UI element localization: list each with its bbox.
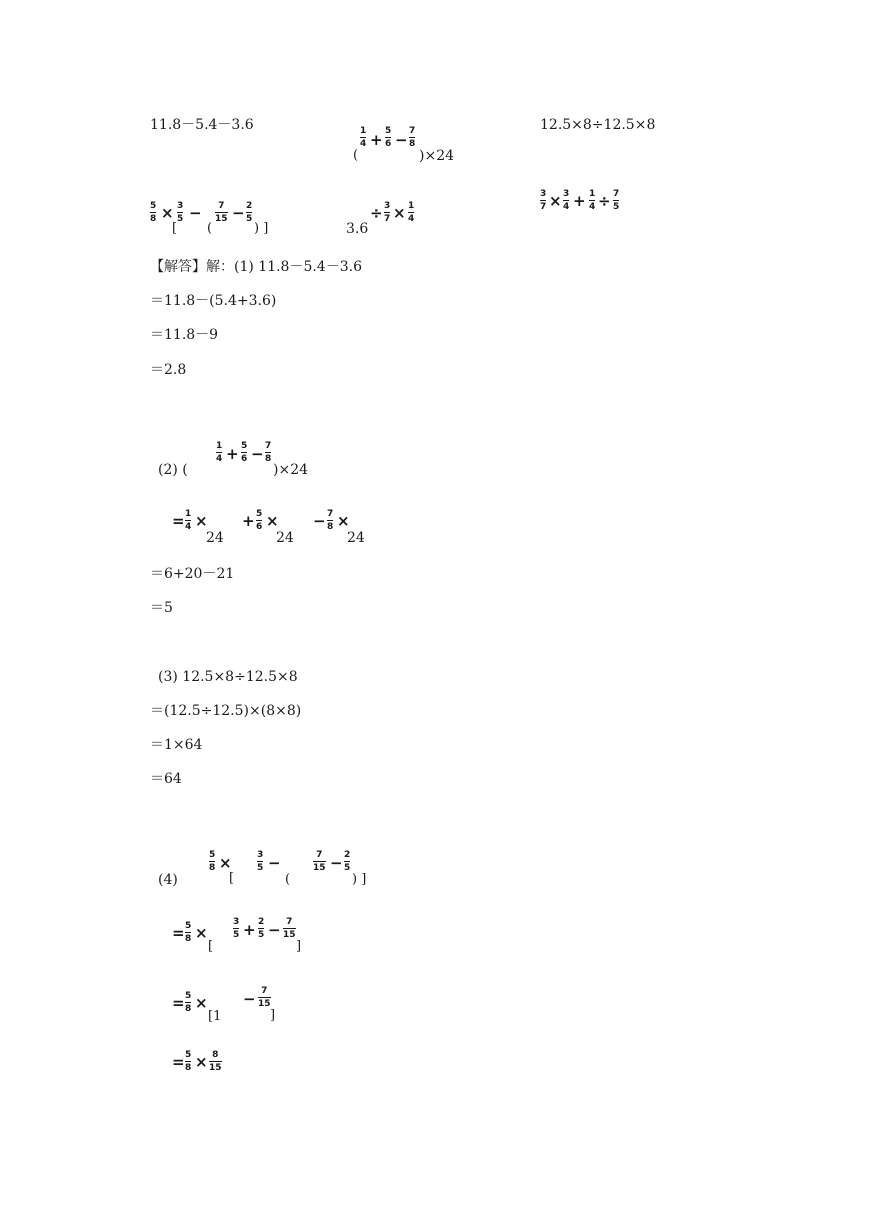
solution-header: 【解答】解：(1) 11.8－5.4－3.6	[150, 259, 362, 275]
fraction-7-15: 7 15	[258, 986, 271, 1009]
equals-sign: =	[172, 994, 185, 1012]
times-sign: ×	[219, 854, 232, 872]
fraction-7-15: 7 15	[215, 201, 228, 224]
fraction-7-15: 7 15	[313, 850, 326, 873]
fraction-3-5: 3 5	[257, 850, 264, 873]
number-24: 24	[206, 530, 224, 546]
fraction-7-5: 7 5	[613, 189, 620, 212]
times-sign: ×	[195, 924, 208, 942]
fraction-5-8: 5 8	[150, 201, 157, 224]
fraction-5-6: 5 6	[256, 509, 263, 532]
fraction-5-8: 5 8	[185, 1050, 192, 1073]
close-paren-bracket: ) ]	[254, 221, 269, 236]
fraction-7-15: 7 15	[283, 917, 296, 940]
times-sign: ×	[195, 1053, 208, 1071]
equals-sign: =	[172, 512, 185, 530]
solution-3-step-2: ＝1×64	[150, 737, 203, 753]
minus-sign: −	[189, 204, 202, 222]
fraction-5-8: 5 8	[185, 991, 192, 1014]
solution-2-label: (2) (	[158, 462, 188, 478]
equals-sign: =	[172, 1053, 185, 1071]
divide-sign: ÷	[598, 192, 611, 210]
times-sign: ×	[266, 512, 279, 530]
open-bracket: [	[208, 939, 214, 954]
number-24: 24	[276, 530, 294, 546]
plus-sign: +	[370, 131, 383, 149]
solution-4-label: (4)	[158, 872, 178, 888]
minus-sign: −	[268, 921, 281, 939]
fraction-1-4: 1 4	[185, 509, 192, 532]
open-paren: (	[353, 148, 359, 163]
close-bracket: ]	[270, 1008, 276, 1023]
minus-sign: −	[251, 445, 264, 463]
times-sign: ×	[393, 204, 406, 222]
solution-1-step-1: ＝11.8－(5.4+3.6)	[150, 293, 277, 309]
solution-3-label: (3) 12.5×8÷12.5×8	[158, 669, 298, 685]
fraction-5-6: 5 6	[241, 441, 248, 464]
plus-sign: +	[573, 192, 586, 210]
fraction-3-5: 3 5	[233, 917, 240, 940]
times-sign: ×	[549, 192, 562, 210]
fraction-2-5: 2 5	[258, 917, 265, 940]
fraction-3-7: 3 7	[384, 201, 391, 224]
minus-sign: −	[313, 512, 326, 530]
plus-sign: +	[242, 512, 255, 530]
problem-1: 11.8－5.4－3.6	[150, 117, 254, 133]
fraction-2-5: 2 5	[246, 201, 253, 224]
fraction-8-15: 8 15	[209, 1050, 222, 1073]
close-paren-times-24: )×24	[419, 148, 455, 164]
solution-1-step-2: ＝11.8－9	[150, 327, 219, 343]
open-bracket: [	[229, 871, 235, 886]
close-bracket: ]	[296, 939, 302, 954]
number-24: 24	[347, 530, 365, 546]
solution-3-step-3: ＝64	[150, 771, 182, 787]
fraction-3-4: 3 4	[563, 189, 570, 212]
divide-sign: ÷	[370, 204, 383, 222]
solution-2-step-3: ＝5	[150, 600, 173, 616]
times-sign: ×	[337, 512, 350, 530]
times-sign: ×	[161, 204, 174, 222]
plus-sign: +	[243, 921, 256, 939]
fraction-7-8: 7 8	[327, 509, 334, 532]
open-bracket: [	[172, 221, 178, 236]
fraction-1-4: 1 4	[408, 201, 415, 224]
fraction-2-5: 2 5	[344, 850, 351, 873]
fraction-5-8: 5 8	[185, 921, 192, 944]
open-paren: (	[285, 872, 291, 887]
solution-2-close: )×24	[273, 462, 309, 478]
fraction-1-4: 1 4	[360, 126, 367, 149]
problem-3: 12.5×8÷12.5×8	[540, 117, 656, 133]
number-3-6: 3.6	[346, 221, 369, 237]
close-paren-bracket: ) ]	[352, 872, 367, 887]
fraction-3-7: 3 7	[540, 189, 547, 212]
bracket-one: [1	[208, 1009, 222, 1024]
minus-sign: −	[330, 854, 343, 872]
fraction-1-4: 1 4	[216, 441, 223, 464]
minus-sign: −	[232, 204, 245, 222]
fraction-5-8: 5 8	[209, 850, 216, 873]
fraction-3-5: 3 5	[177, 201, 184, 224]
solution-2-step-2: ＝6+20－21	[150, 566, 235, 582]
open-paren: (	[207, 221, 213, 236]
times-sign: ×	[195, 994, 208, 1012]
minus-sign: −	[395, 131, 408, 149]
minus-sign: −	[268, 854, 281, 872]
fraction-5-6: 5 6	[385, 126, 392, 149]
fraction-7-8: 7 8	[409, 126, 416, 149]
solution-1-step-3: ＝2.8	[150, 362, 187, 378]
fraction-1-4: 1 4	[589, 189, 596, 212]
plus-sign: +	[226, 445, 239, 463]
times-sign: ×	[195, 512, 208, 530]
minus-sign: −	[243, 990, 256, 1008]
solution-3-step-1: ＝(12.5÷12.5)×(8×8)	[150, 703, 302, 719]
equals-sign: =	[172, 924, 185, 942]
fraction-7-8: 7 8	[265, 441, 272, 464]
